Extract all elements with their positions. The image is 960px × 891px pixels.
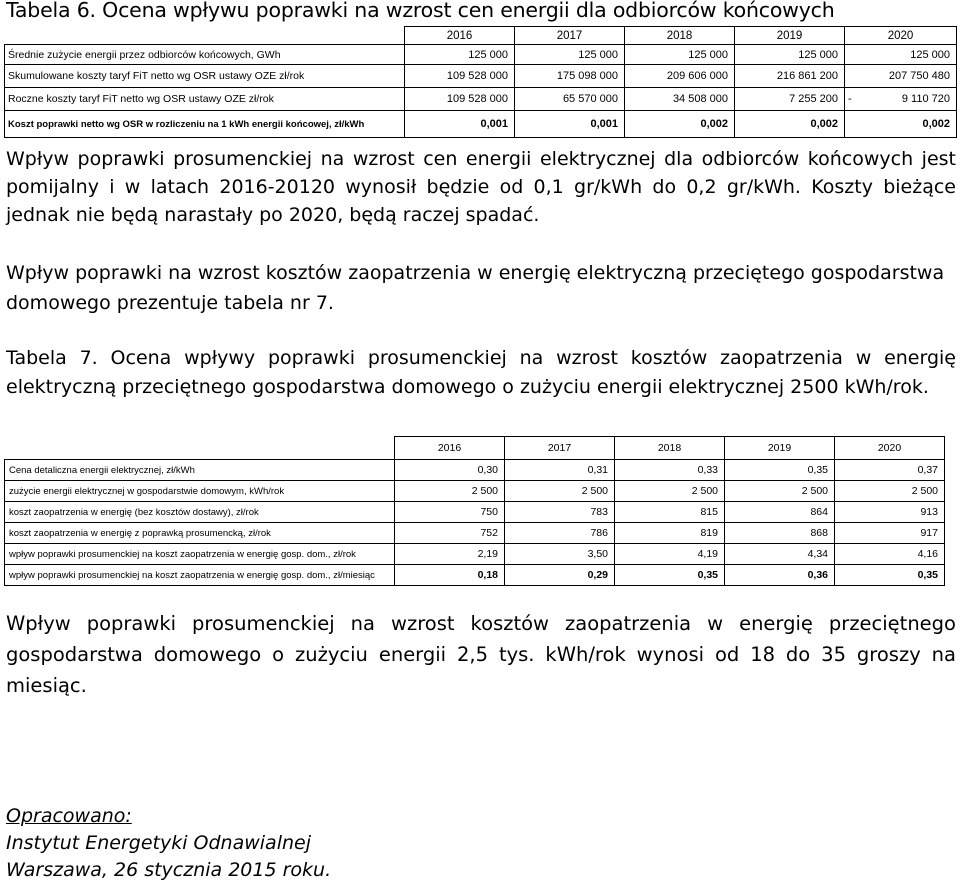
minus-sign: -	[848, 93, 852, 105]
table-6-cell: 125 000	[845, 45, 957, 65]
table-7-row-label: wpływ poprawki prosumenckiej na koszt zaopatrzenia w energię gosp. dom., zł/miesiąc	[5, 565, 395, 586]
table-6-cell: 0,002	[735, 111, 845, 138]
table-7-row-label: koszt zaopatrzenia w energię (bez kosztów dostawy), zł/rok	[5, 502, 395, 523]
table-6-row	[5, 88, 957, 111]
table-7-cell: 0,35	[615, 565, 725, 586]
paragraph-table-7-intro: Wpływ poprawki na wzrost kosztów zaopatrzenia w energię elektryczną przeciętego gospodarstwa domowego prezentuje tabela nr 7.	[6, 262, 945, 314]
table-7-cell: 2 500	[615, 481, 725, 502]
table-7-cell: 917	[835, 523, 945, 544]
table-6-row	[5, 111, 957, 138]
table-7-cell: 0,33	[615, 460, 725, 481]
table-7-cell: 913	[835, 502, 945, 523]
table-7-cell: 2 500	[725, 481, 835, 502]
table-7-cell: 868	[725, 523, 835, 544]
prepared-by-label: Opracowano:	[6, 805, 132, 827]
table-7-cell: 0,35	[725, 460, 835, 481]
table-7-cell: 2 500	[835, 481, 945, 502]
table-6-year-header: 2016	[405, 27, 515, 45]
table-7-cell: 0,35	[835, 565, 945, 586]
table-7-row	[5, 523, 945, 544]
table-6-title: Tabela 6. Ocena wpływu poprawki na wzrost cen energii dla odbiorców końcowych	[6, 0, 835, 22]
table-7-year-header: 2019	[725, 437, 835, 460]
table-7-cell: 4,19	[615, 544, 725, 565]
table-6-year-header: 2018	[625, 27, 735, 45]
table-7-cell: 0,36	[725, 565, 835, 586]
table-6-cell: 109 528 000	[405, 88, 515, 111]
table-7-cell: 2 500	[505, 481, 615, 502]
table-7-year-header: 2018	[615, 437, 725, 460]
table-7-cell: 750	[395, 502, 505, 523]
table-7-cell: 2 500	[395, 481, 505, 502]
table-7-row	[5, 460, 945, 481]
table-7-header-row	[5, 437, 945, 460]
table-6-cell: 65 570 000	[515, 88, 625, 111]
table-7-cell: 0,31	[505, 460, 615, 481]
table-6-cell: 125 000	[735, 45, 845, 65]
table-6-row	[5, 65, 957, 88]
table-6-cell: 109 528 000	[405, 65, 515, 88]
table-6-cell: 175 098 000	[515, 65, 625, 88]
table-7-cell: 0,18	[395, 565, 505, 586]
table-6-row-label: Skumulowane koszty taryf FiT netto wg OSR ustawy OZE zł/rok	[5, 65, 405, 88]
institute-name: Instytut Energetyki Odnawialnej	[6, 832, 311, 854]
table-7-corner-cell	[5, 437, 395, 460]
table-6	[4, 26, 957, 138]
table-7-row	[5, 544, 945, 565]
table-7-year-header: 2017	[505, 437, 615, 460]
table-6-year-header: 2020	[845, 27, 957, 45]
table-6-row-label: Koszt poprawki netto wg OSR w rozliczeniu na 1 kWh energii końcowej, zł/kWh	[5, 111, 405, 138]
table-6-cell: 0,002	[845, 111, 957, 138]
table-7-cell: 752	[395, 523, 505, 544]
table-6-cell: 7 255 200	[735, 88, 845, 111]
paragraph-conclusion: Wpływ poprawki prosumenckiej na wzrost kosztów zaopatrzenia w energię przeciętnego gospodarstwa domowego o zużyciu energii 2,5 tys. kWh/rok wynosi od 18 do 35 groszy na miesiąc.	[6, 612, 956, 697]
table-6-cell: 0,002	[625, 111, 735, 138]
table-7-cell: 4,34	[725, 544, 835, 565]
table-7-cell: 0,37	[835, 460, 945, 481]
table-6-cell: 216 861 200	[735, 65, 845, 88]
table-6-cell: 34 508 000	[625, 88, 735, 111]
table-7-cell: 4,16	[835, 544, 945, 565]
table-7-cell: 2,19	[395, 544, 505, 565]
table-7-title: Tabela 7. Ocena wpływy poprawki prosumenckiej na wzrost kosztów zaopatrzenia w energię elektryczną przeciętnego gospodarstwa domowego o zużyciu energii elektrycznej 2500 kWh/rok.	[6, 347, 956, 398]
table-6-header-row	[5, 27, 957, 45]
table-6-cell: 125 000	[405, 45, 515, 65]
table-7-row-label: wpływ poprawki prosumenckiej na koszt zaopatrzenia w energię gosp. dom., zł/rok	[5, 544, 395, 565]
table-6-year-header: 2017	[515, 27, 625, 45]
footer	[6, 803, 331, 884]
table-7-cell: 815	[615, 502, 725, 523]
table-7-cell: 0,30	[395, 460, 505, 481]
table-7-row	[5, 565, 945, 586]
table-7-row	[5, 502, 945, 523]
table-7-row-label: koszt zaopatrzenia w energię z poprawką prosumencką, zł/rok	[5, 523, 395, 544]
table-6-cell: 209 606 000	[625, 65, 735, 88]
table-7-row-label: Cena detaliczna energii elektrycznej, zł/kWh	[5, 460, 395, 481]
table-7-cell: 819	[615, 523, 725, 544]
table-7-cell: 3,50	[505, 544, 615, 565]
table-6-corner-cell	[5, 27, 405, 45]
table-6-cell: 0,001	[405, 111, 515, 138]
table-7-row-label: zużycie energii elektrycznej w gospodarstwie domowym, kWh/rok	[5, 481, 395, 502]
table-6-cell: 125 000	[625, 45, 735, 65]
table-6-cell: 125 000	[515, 45, 625, 65]
table-6-cell-value: 9 110 720	[901, 93, 950, 105]
table-6-row	[5, 45, 957, 65]
table-6-year-header: 2019	[735, 27, 845, 45]
table-6-row-label: Średnie zużycie energii przez odbiorców końcowych, GWh	[5, 45, 405, 65]
table-6-cell: 207 750 480	[845, 65, 957, 88]
table-6-cell-signed	[845, 88, 957, 111]
table-7-row	[5, 481, 945, 502]
table-7-cell: 0,29	[505, 565, 615, 586]
table-7-cell: 864	[725, 502, 835, 523]
table-7-cell: 783	[505, 502, 615, 523]
paragraph-prosumer-impact: Wpływ poprawki prosumenckiej na wzrost cen energii elektrycznej dla odbiorców końcowych jest pomijalny i w latach 2016-20120 wynosił będzie od 0,1 gr/kWh do 0,2 gr/kWh. Koszty bieżące jednak nie będą narastały po 2020, będą raczej spadać.	[6, 148, 956, 226]
place-date: Warszawa, 26 stycznia 2015 roku.	[6, 859, 332, 881]
table-7-year-header: 2016	[395, 437, 505, 460]
table-6-row-label: Roczne koszty taryf FiT netto wg OSR ustawy OZE zł/rok	[5, 88, 405, 111]
table-7-year-header: 2020	[835, 437, 945, 460]
table-7	[4, 436, 945, 586]
table-7-cell: 786	[505, 523, 615, 544]
table-6-cell: 0,001	[515, 111, 625, 138]
